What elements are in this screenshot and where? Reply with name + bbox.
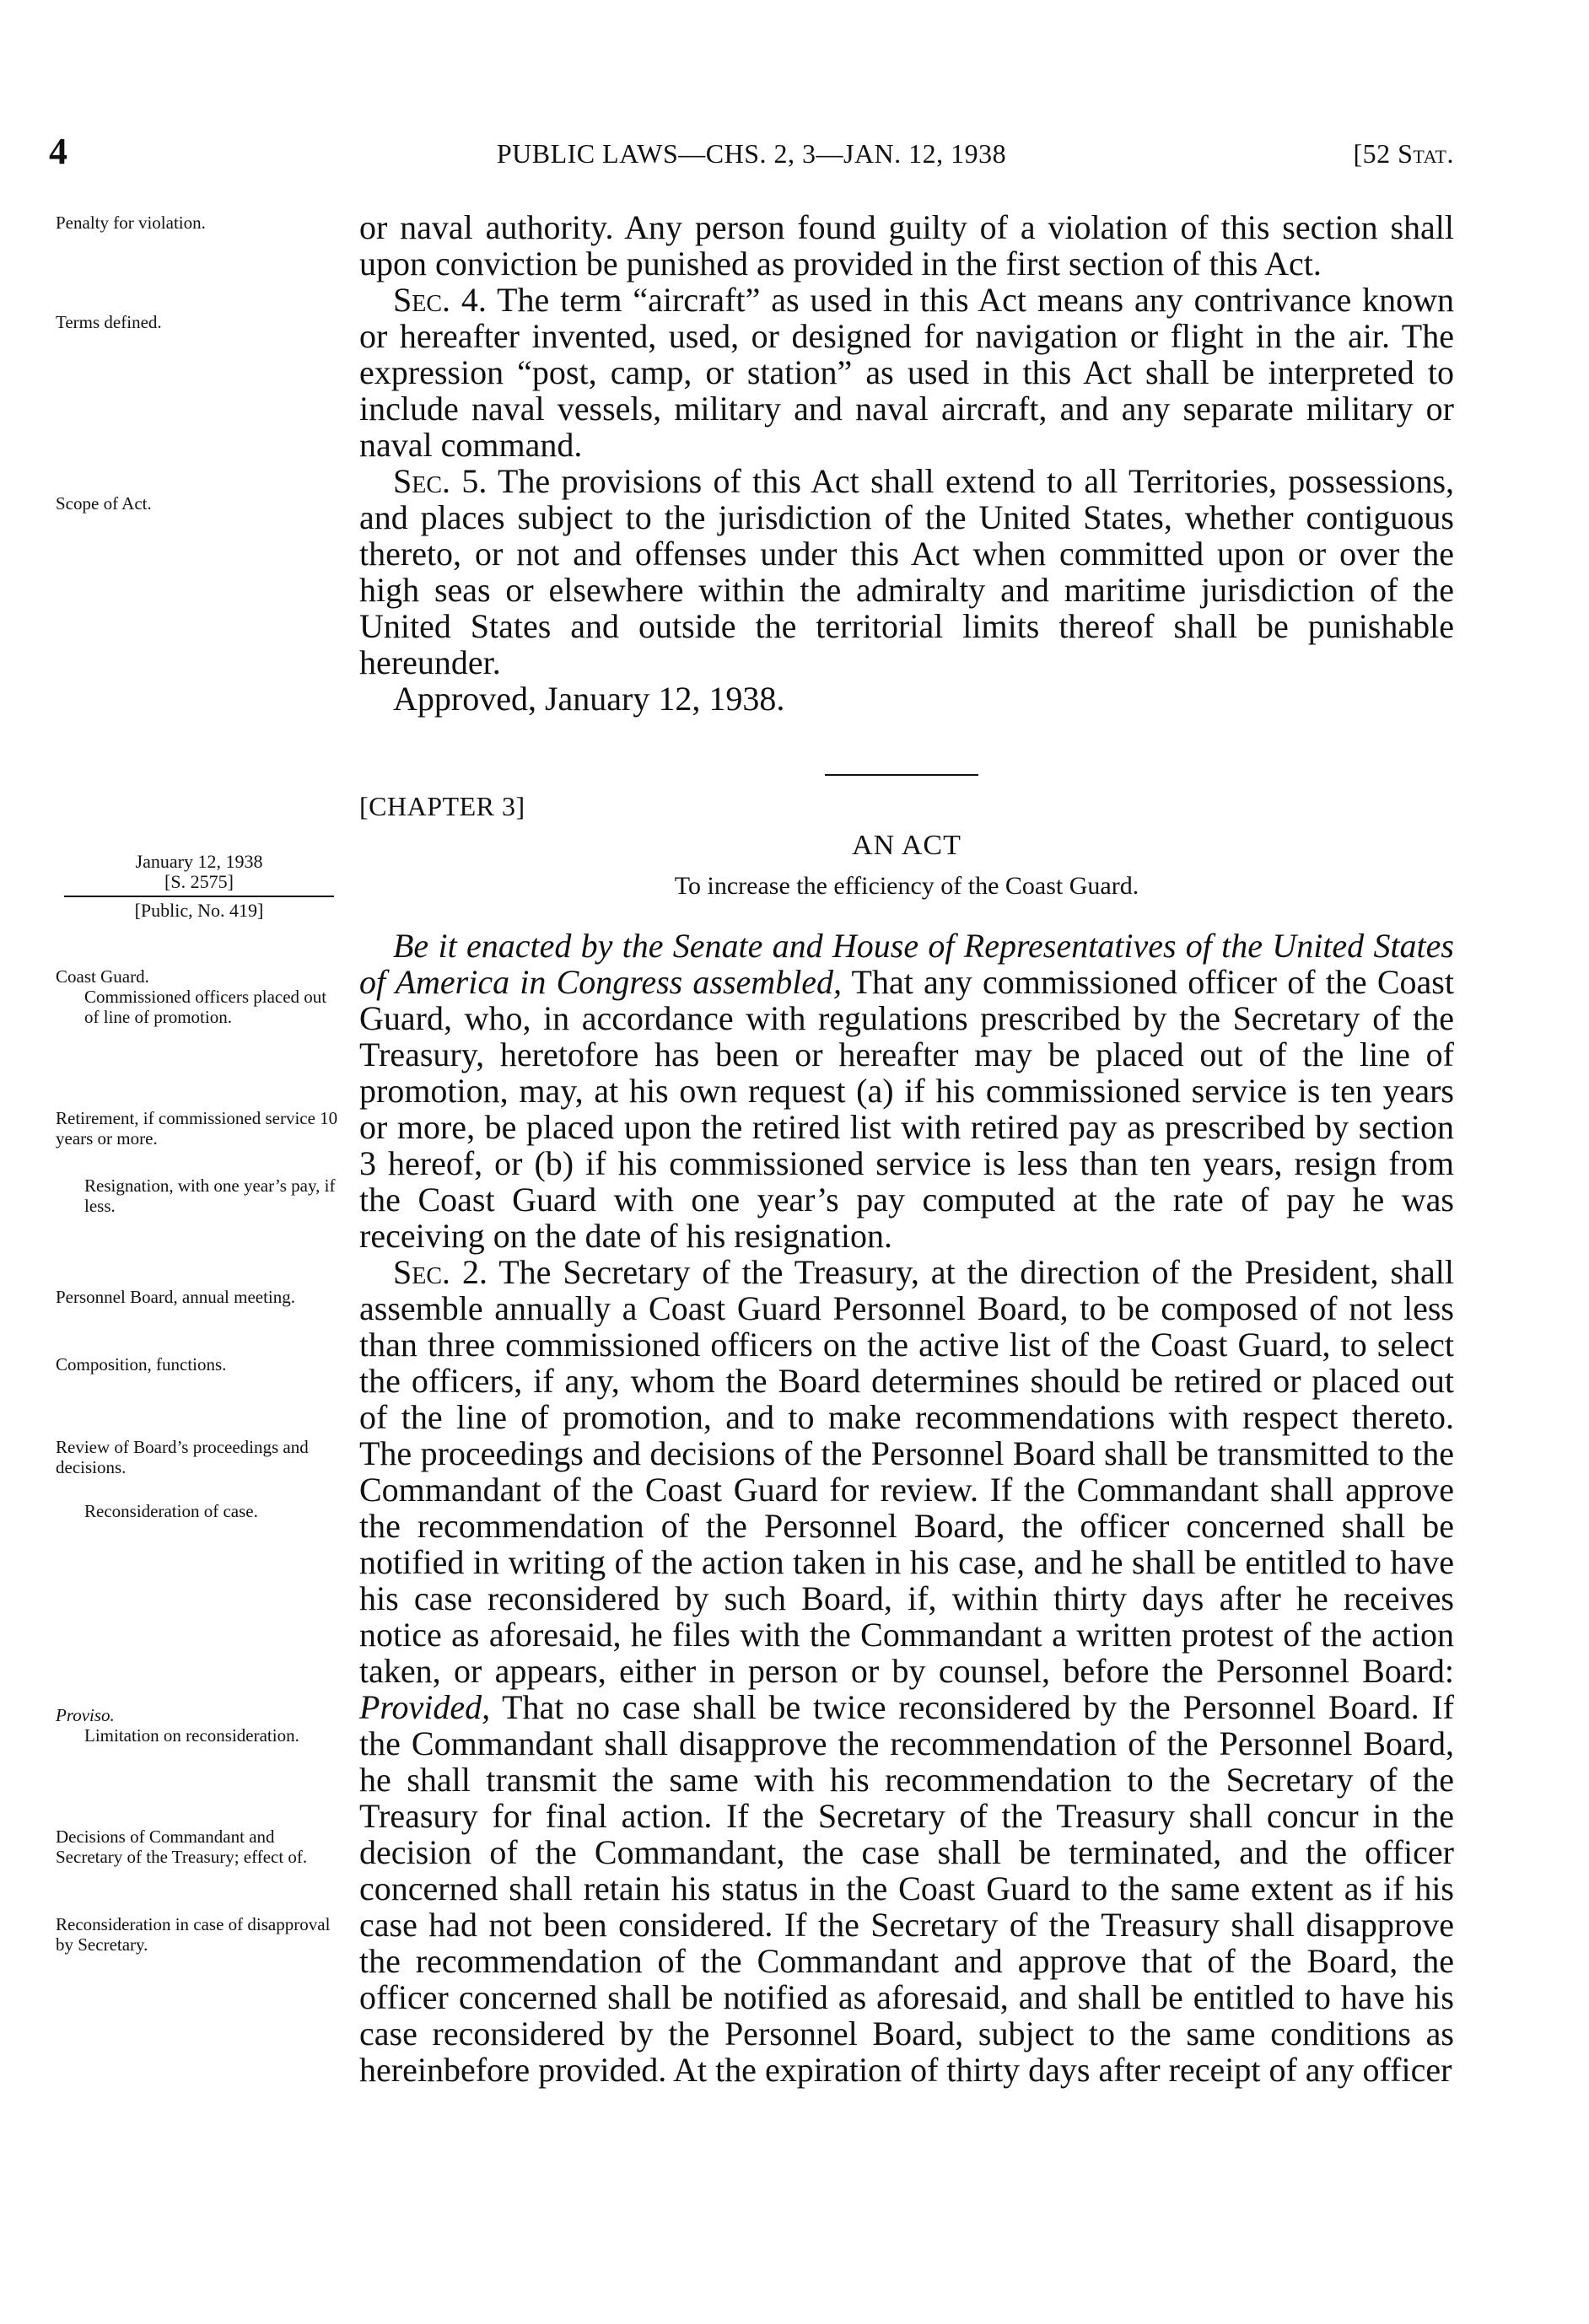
- section-divider: [825, 774, 978, 776]
- paragraph-section-4: [359, 282, 1454, 463]
- section-2-text-a: The Secretary of the Treasury, at the direction of the President, shall assemble annually a Coast Guard Personnel Board, to be composed of not less than three commissioned officers on the active list of the Coast Guard, to select the officers, if any, whom the Board determines should be retired or placed out of the line of promotion, and to make recommendations with respect thereto. The proceedings and decisions of the Personnel Board shall be transmitted to the Commandant of the Coast Guard for review. If the Commandant shall approve the recommendation of the Personnel Board, the officer concerned shall be notified in writing of the action taken in his case, and he shall be entitled to have his case reconsidered by such Board, if, within thirty days after he receives notice as aforesaid, he files with the Commandant a written protest of the action taken, or appears, either in person or by counsel, before the Personnel Board:: [359, 1253, 1454, 1690]
- proviso-label: Proviso.: [56, 1705, 115, 1725]
- section-label: Sec. 5.: [393, 462, 487, 500]
- margin-note-retirement: Retirement, if commissioned service 10 years or more.: [56, 1108, 338, 1149]
- margin-note-decisions: Decisions of Commandant and Secretary of the Treasury; effect of.: [56, 1826, 308, 1867]
- stamp-date: January 12, 1938: [135, 851, 263, 872]
- section-text: The term “aircraft” as used in this Act means any contrivance known or hereafter invented, used, or designed for navigation or flight in the air. The expression “post, camp, or station” as used in this Act shall be interpreted to include naval vessels, military and naval aircraft, and any separate military or naval command.: [359, 281, 1454, 464]
- margin-note-personnel-board: Personnel Board, annual meeting.: [56, 1287, 296, 1307]
- margin-note-reconsideration: Reconsideration of case.: [84, 1501, 258, 1521]
- stamp-public-number: [Public, No. 419]: [134, 900, 264, 921]
- enactment-stamp: [56, 852, 342, 921]
- paragraph-section-5: [359, 463, 1454, 681]
- statute-reference: [52 Stat.: [1353, 138, 1454, 169]
- enacting-clause: Be it enacted by the Senate and House of Representatives of the United States of America in Congress assembled,: [359, 927, 1454, 1001]
- margin-note-scope: Scope of Act.: [56, 493, 152, 514]
- margin-note-composition: Composition, functions.: [56, 1354, 227, 1374]
- paragraph-enacting-clause: [359, 928, 1454, 1254]
- margin-note-proviso: Proviso. Limitation on reconsideration.: [56, 1705, 299, 1746]
- body-text-top: [359, 209, 1454, 717]
- margin-note-coast-guard: Coast Guard. Commissioned officers placed out of line of promotion.: [56, 966, 327, 1027]
- section-1-text: That any commissioned officer of the Coast Guard, who, in accordance with regulations prescribed by the Secretary of the Treasury, heretofore has been or hereafter may be placed out of the line of promotion, may, at his own request (a) if his commissioned service is ten years or more, be placed upon the retired list with retired pay as prescribed by section 3 hereof, or (b) if his commissioned service is less than ten years, resign from the Coast Guard with one year’s pay computed at the rate of pay he was receiving on the date of his resignation.: [359, 963, 1454, 1255]
- margin-note-resignation: Resignation, with one year’s pay, if less.: [84, 1175, 336, 1216]
- paragraph-violation: or naval authority. Any person found guilty of a violation of this section shall upon conviction be punished as provided in the first section of this Act.: [359, 208, 1454, 282]
- chapter-label: [CHAPTER 3]: [359, 791, 525, 821]
- margin-note-reconsideration-disapproval: Reconsideration in case of disapproval by Secretary.: [56, 1914, 331, 1955]
- provided-label: Provided,: [359, 1688, 491, 1726]
- section-label: Sec. 2.: [393, 1253, 487, 1291]
- section-text: The provisions of this Act shall extend to all Territories, possessions, and places subject to the jurisdiction of the United States, whether contiguous thereto, or not and offenses under this Act when committed upon or over the high seas or elsewhere within the admiralty and maritime jurisdiction of the United States and outside the territorial limits thereof shall be punishable hereunder.: [359, 462, 1455, 681]
- section-label: Sec. 4.: [393, 281, 487, 319]
- section-2-text-b: That no case shall be twice reconsidered by the Personnel Board. If the Commandant shall disapprove the recommendation of the Personnel Board, he shall transmit the same with his recommendation to the Secretary of the Treasury for final action. If the Secretary of the Treasury shall concur in the decision of the Commandant, the case shall be terminated, and the officer concerned shall retain his status in the Coast Guard to the same extent as if his case had not been considered. If the Secretary of the Treasury shall disapprove the recommendation of the Commandant and approve that of the Board, the officer concerned shall be notified as aforesaid, and shall be entitled to have his case reconsidered by the Personnel Board, subject to the same conditions as hereinbefore provided. At the expiration of thirty days after receipt of any officer: [359, 1688, 1455, 2089]
- margin-note-penalty: Penalty for violation.: [56, 212, 206, 233]
- page-number: 4: [49, 131, 68, 172]
- approval-line: Approved, January 12, 1938.: [393, 680, 785, 718]
- act-purpose: To increase the efficiency of the Coast Guard.: [674, 872, 1139, 900]
- paragraph-section-2: [359, 1254, 1454, 2088]
- act-title: AN ACT: [852, 830, 961, 861]
- page-header: [49, 131, 1454, 186]
- stamp-bill: [S. 2575]: [164, 871, 234, 892]
- stamp-rule: [64, 896, 334, 897]
- running-title: PUBLIC LAWS—CHS. 2, 3—JAN. 12, 1938: [496, 138, 1007, 169]
- margin-note-terms: Terms defined.: [56, 312, 162, 332]
- margin-note-review: Review of Board’s proceedings and decisions.: [56, 1437, 309, 1477]
- body-text-bottom: [359, 928, 1454, 2088]
